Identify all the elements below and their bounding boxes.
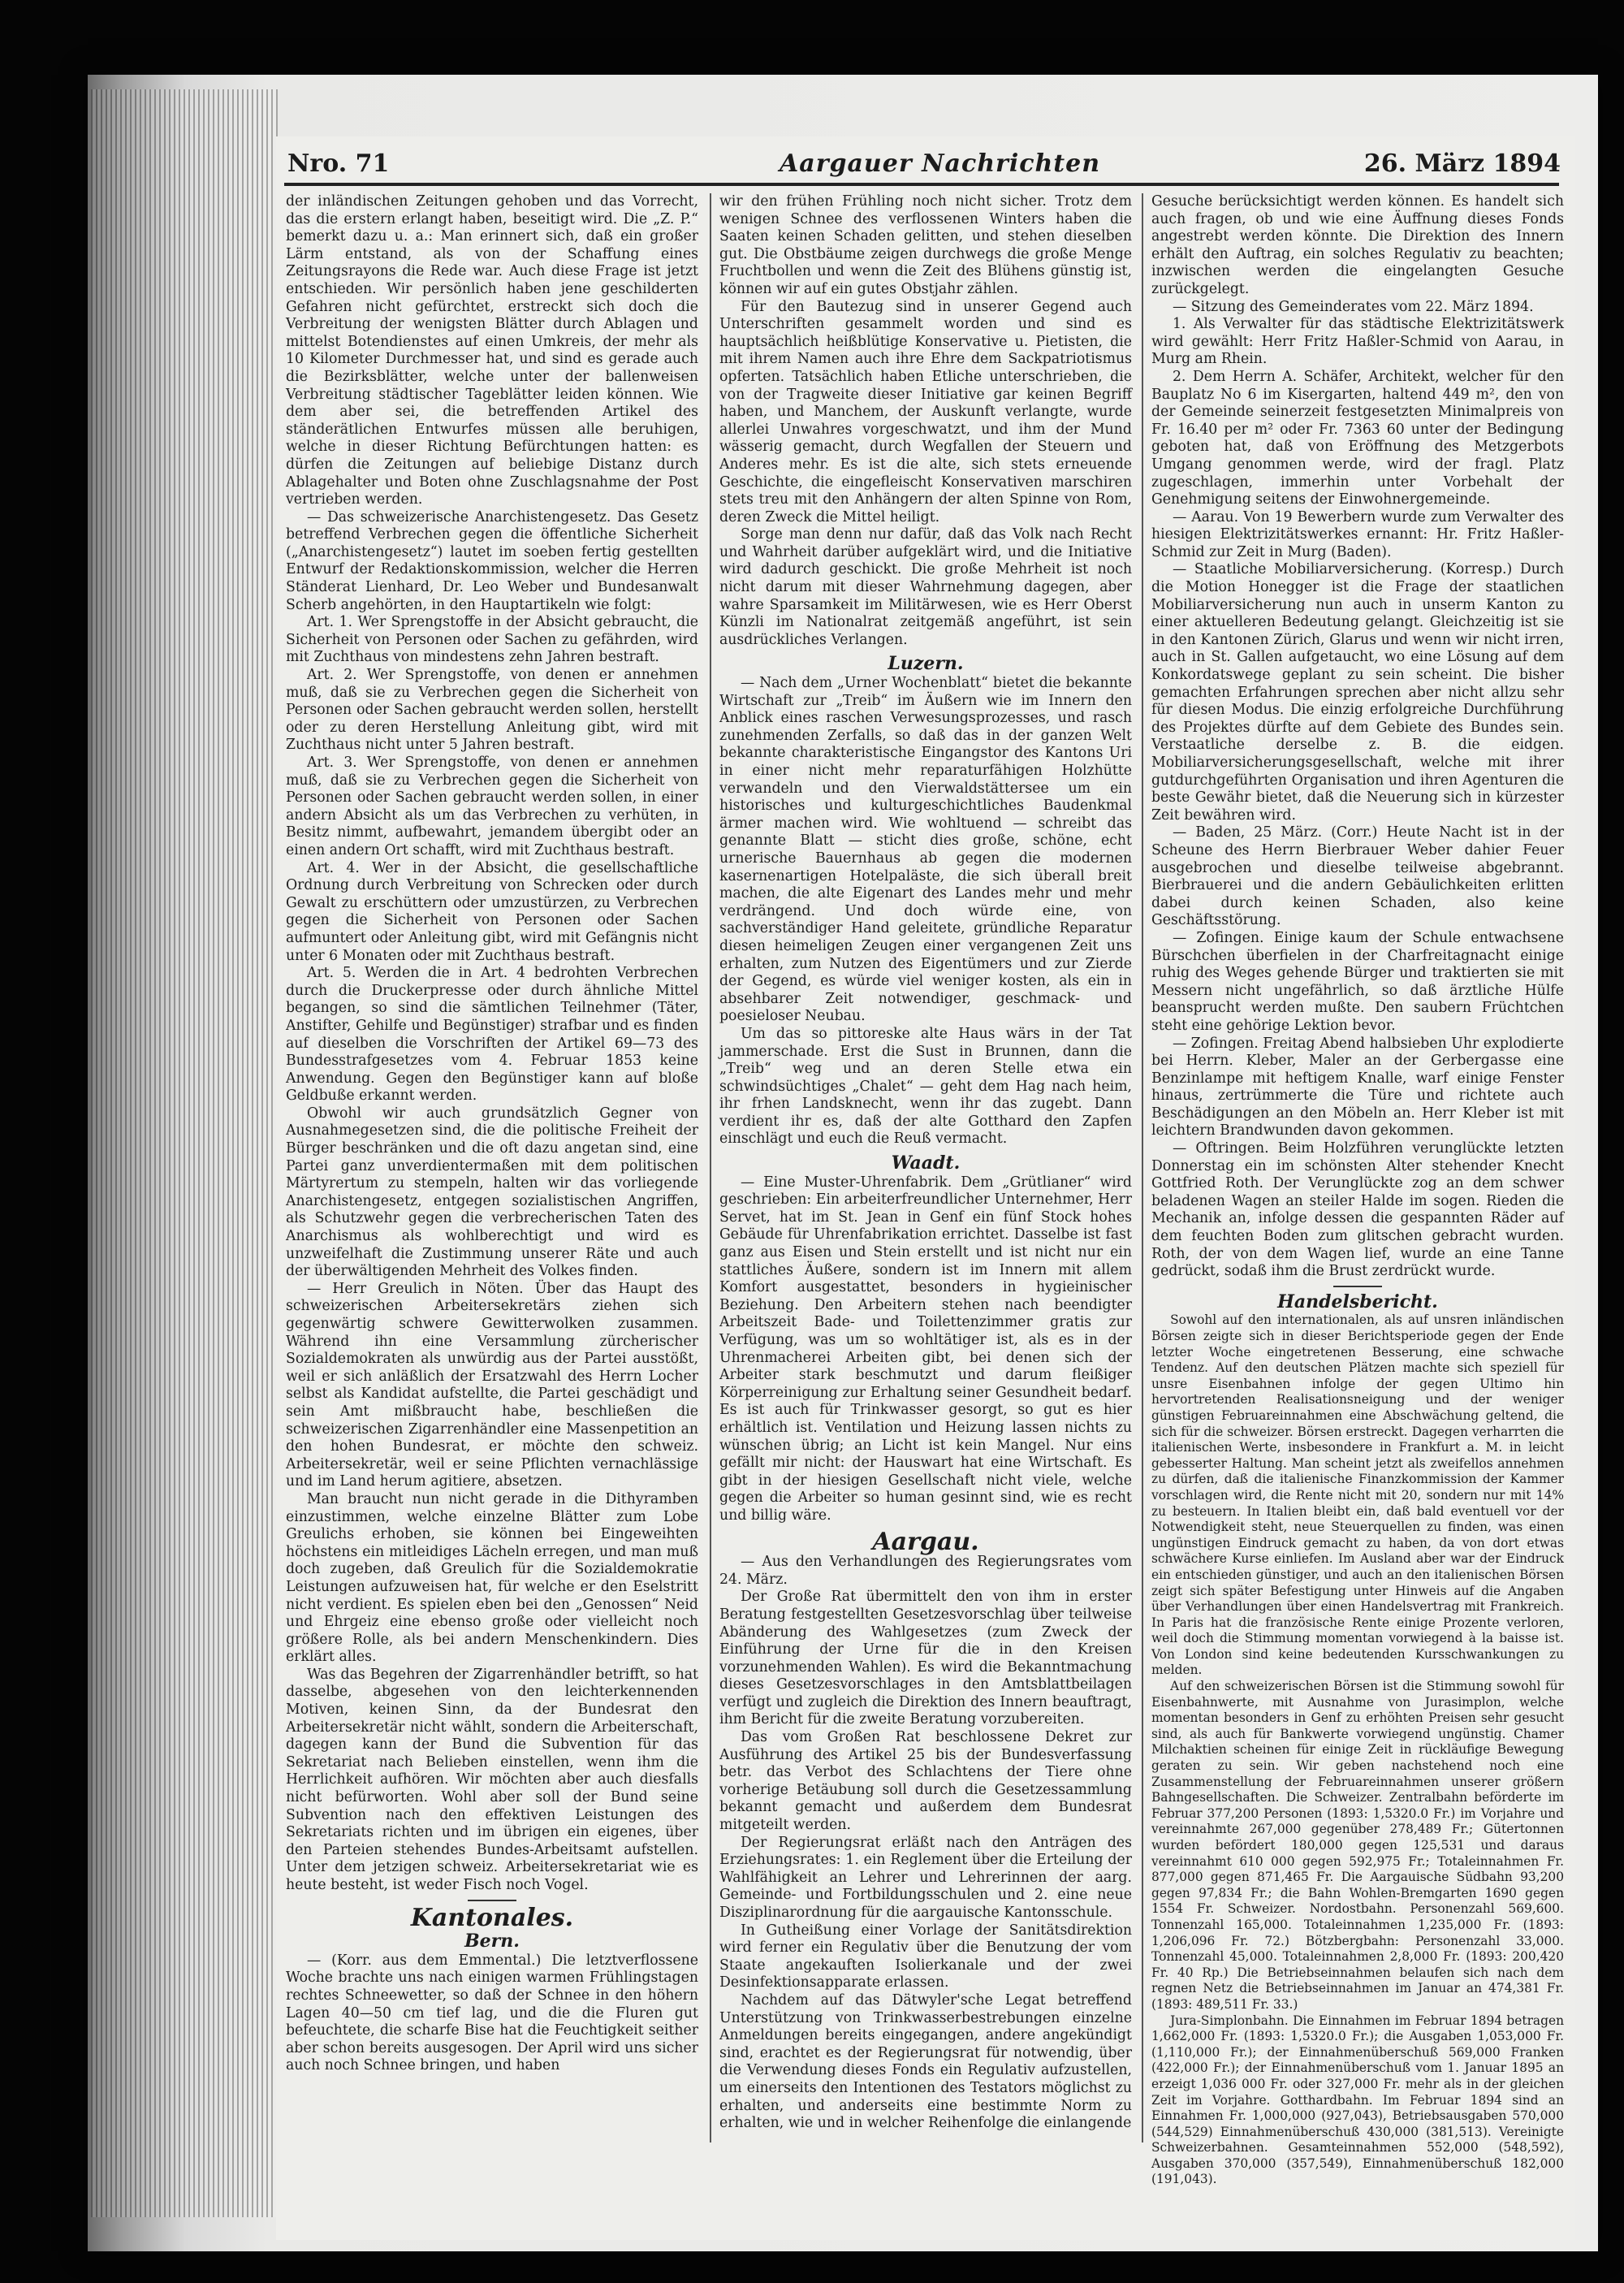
issue-number: Nro. 71 <box>287 149 390 178</box>
article-paragraph: Das vom Großen Rat beschlossene Dekret zur Ausführung des Artikel 25 bis der Bundesverfassung betr. das Verbot des Schlachtens der Tiere ohne vorherige Betäubung soll durch die Gesetzessammlung bekannt gemacht und außerdem dem Bundesrat mitgeteilt werden. <box>719 1729 1132 1834</box>
article-paragraph: — (Korr. aus dem Emmental.) Die letztverflossene Woche brachte uns nach einigen warmen Frühlingstagen rechtes Schneewetter, so daß der Schnee in den höhern Lagen 40—50 cm tief lag, und die die Fluren gut befeuchtete, die scharfe Bise hat die Feuchtigkeit seither aber schon bereits ausgesogen. Der April wird uns sicher auch noch Schnee bringen, und haben <box>286 1952 698 2074</box>
article-paragraph: — Sitzung des Gemeinderates vom 22. März 1894. <box>1172 298 1534 315</box>
article-paragraph: Art. 2. Wer Sprengstoffe, von denen er annehmen muß, daß sie zu Verbrechen gegen die Sicherheit von Personen oder Sachen gebraucht werden sollen, herstellt oder zu deren Herstellung Anleitung gibt, wird mit Zuchthaus nicht unter 5 Jahren bestraft. <box>286 667 698 754</box>
article-paragraph: Sowohl auf den internationalen, als auf unsren inländischen Börsen zeigte sich in dieser Berichtsperiode gegen der Ende letzter Woche eingetretenen Besserung, eine schwache Tendenz. Auf den deutschen Plätzen machte sich speziell für unsre Eisenbahnen infolge der gegen Ultimo hin hervortretenden Realisationsneigung und der weniger günstigen Februareinnahmen eine Abschwächung geltend, die sich für die schweizer. Börsen erstreckt. Dagegen verharrten die italienischen Werte, insbesondere in Frankfurt a. M. in leicht gebesserter Haltung. Man scheint jetzt als zweifellos annehmen zu dürfen, daß die italienische Finanzkommission der Kammer vorschlagen wird, die Rente nicht mit 20, sondern nur mit 14% zu besteuern. In Italien bleibt ein, daß bald eventuell vor der Notwendigkeit steht, neue Steuerquellen zu finden, was einen ungünstigen Eindruck gemacht zu haben, da von dort etwas schwächere Kurse einliefen. Im Ausland aber war der Eindruck ein entschieden günstiger, und auch an den italienischen Börsen zeigt sich später Befestigung unter Hinweis auf die Angaben über Verhandlungen über einen Handelsvertrag mit Frankreich. In Paris hat die französische Rente einige Prozente verloren, weil doch die Stimmung momentan vorwiegend à la baisse ist. Von London sind keine bedeutenden Kursschwankungen zu melden. <box>1151 1312 1564 1678</box>
article-paragraph: — Zofingen. Freitag Abend halbsieben Uhr explodierte bei Herrn. Kleber, Maler an der Gerbergasse eine Benzinlampe mit heftigem Knalle, warf einige Fenster hinaus, zertrümmerte die Türe und richtete auch Beschädigungen an den Möbeln an. Herr Kleber ist mit leichtern Brandwunden davon gekommen. <box>1151 1035 1564 1139</box>
article-paragraph: Für den Bautezug sind in unserer Gegend auch Unterschriften gesammelt worden und sind es hauptsächlich heißblütige Konservative u. Pietisten, die mit ihrem Namen auch ihre Ehre dem Sackpatriotismus opferten. Tatsächlich haben Etliche unterschrieben, die von der Tragweite dieser Initiative gar keinen Begriff haben, und Manchem, der Auskunft verlangte, wurde allerlei Unwahres vorgeschwatzt, und ihm der Mund wässerig gemacht, durch Wegfallen der Steuern und Anderes mehr. Es ist die alte, sich stets erneuende Geschichte, die eingefleischt Konservativen marschiren stets treu mit den Anhängern der alten Spinne von Rom, deren Zweck die Mittel heiligt. <box>719 298 1132 525</box>
column-1 <box>286 193 698 2167</box>
article-paragraph: — Zofingen. Einige kaum der Schule entwachsene Bürschchen überfielen in der Charfreitagnacht einige ruhig des Weges gehende Bürger und traktierten sie mit Messern nicht ungefährlich, so daß ärztliche Hülfe beansprucht werden mußte. Den saubern Früchtchen steht eine gehörige Lektion bevor. <box>1151 929 1564 1034</box>
article-paragraph: — Staatliche Mobiliarversicherung. (Korresp.) Durch die Motion Honegger ist die Frage der staatlichen Mobiliarversicherung nun auch in unserm Kanton zu einer aktuelleren Bedeutung gelangt. Gleichzeitig ist sie in den Kantonen Zürich, Glarus und wenn wir nicht irren, auch in St. Gallen aufgetaucht, wo eine Lösung auf dem Konkordatswege geplant zu sein scheint. Die bisher gemachten Erfahrungen sprechen aber nicht allzu sehr für diesen Modus. Die einzig erfolgreiche Durchführung des Projektes dürfte auf dem Gebiete des Bundes sein. Verstaatliche derselbe z. B. die eidgen. Mobiliarversicherungsgesellschaft, welche mit ihrer gutdurchgeführten Organisation und ihren Agenturen die beste Gewähr bietet, daß die Neuerung sich in kürzester Zeit bewähren wird. <box>1151 561 1564 824</box>
article-paragraph: — Eine Muster-Uhrenfabrik. Dem „Grütlianer“ wird geschrieben: Ein arbeiterfreundlicher Unternehmer, Herr Servet, hat im St. Jean in Genf ein fünf Stock hohes Gebäude für Uhrenfabrikation errichtet. Dasselbe ist fast ganz aus Eisen und Stein erstellt und ist nicht nur ein stattliches Äußere, sondern ist im Innern mit allem Komfort ausgestattet, besonders in hygieinischer Beziehung. Den Arbeitern stehen nach beendigter Arbeitszeit Bade- und Toilettenzimmer gratis zur Verfügung, was um so wohltätiger ist, als es in der Uhrenmacherei Arbeiten gibt, bei denen sich der Arbeiter stark beschmutzt und darum fleißiger Körperreinigung zur Erhaltung seiner Gesundheit bedarf. Es ist auch für Trinkwasser gesorgt, so gut es hier erhältlich ist. Ventilation und Heizung lassen nichts zu wünschen übrig; an Licht ist kein Mangel. Nur eins gefällt mir nicht: der Hauswart hat eine Wirtschaft. Es gibt in der hiesigen Gesellschaft nicht viele, welche gegen die Arbeiter so human gesinnt sind, wie es recht und billig wäre. <box>719 1174 1132 1524</box>
article-paragraph: Was das Begehren der Zigarrenhändler betrifft, so hat dasselbe, abgesehen von den leichterkennenden Motiven, keinen Sinn, da der Bundesrat den Arbeitersekretär nicht wählt, sondern die Arbeiterschaft, dagegen kann der Bund die Subvention für das Sekretariat nach Belieben einstellen, wenn ihm die Herrlichkeit aufhören. Wir möchten aber auch diesfalls nicht befürworten. Wohl aber soll der Bund seine Subvention nach den effektiven Leistungen des Sekretariats richten und im übrigen ein eigenes, über den Parteien stehendes Bundes-Arbeitsamt aufstellen. Unter dem jetzigen schweiz. Arbeitersekretariat wie es heute besteht, ist weder Fisch noch Vogel. <box>286 1666 698 1893</box>
article-paragraph: Obwohl wir auch grundsätzlich Gegner von Ausnahmegesetzen sind, die die politische Freiheit der Bürger beschränken und die oft dazu angetan sind, eine Partei ganz unverdientermaßen mit dem politischen Märtyrertum zu stempeln, halten wir das vorliegende Anarchistengesetz, entgegen sozialistischen Angriffen, als Schutzwehr gegen die verbrecherischen Taten des Anarchismus als wohlberechtigt und wird es unzweifelhaft die Zustimmung unserer Räte und auch der überwältigenden Mehrheit des Volkes finden. <box>286 1105 698 1280</box>
article-paragraph: — Baden, 25 März. (Corr.) Heute Nacht ist in der Scheune des Herrn Bierbrauer Weber dahier Feuer ausgebrochen und dieselbe teilweise abgebrannt. Bierbrauerei und die andern Gebäulichkeiten erlitten dabei durch keinen Schaden, also keine Geschäftsstörung. <box>1151 824 1564 929</box>
article-paragraph: Art. 3. Wer Sprengstoffe, von denen er annehmen muß, daß sie zu Verbrechen gegen die Sicherheit von Personen oder Sachen gebraucht werden sollen, in einer andern Absicht als um das Verbrechen zu verhüten, in Besitz nimmt, aufbewahrt, jemandem übergibt oder an einen andern Ort schafft, wird mit Zuchthaus bestraft. <box>286 755 698 858</box>
article-paragraph: der inländischen Zeitungen gehoben und das Vorrecht, das die erstern erlangt haben, beseitigt wird. Die „Z. P.“ bemerkt dazu u. a.: Man erinnert sich, daß ein großer Lärm entstand, als von der Schaffung eines Zeitungsrayons die Rede war. Auch diese Frage ist jetzt entschieden. Wir persönlich haben jene geschilderten Gefahren nicht gefürchtet, erstreckt sich doch die Verbreitung der wenigsten Blätter durch Ablagen und mittelst Botendienstes auf einen Umkreis, der mehr als 10 Kilometer Durchmesser hat, und sind es gerade auch die Bezirksblätter, welche unter der ballenweisen Verbreitung städtischer Tageblätter leiden können. Wie dem aber sei, die betreffenden Artikel des ständerätlichen Entwurfes müssen alle beruhigen, welche in dieser Richtung Befürchtungen hatten: es dürfen die Zeitungen auf beliebige Distanz durch Ablagehalter und Boten ohne Zuschlagsnahme der Post vertrieben werden. <box>286 193 698 508</box>
article-paragraph: — Aarau. Von 19 Bewerbern wurde zum Verwalter des hiesigen Elektrizitätswerkes ernannt: Hr. Fritz Haßler-Schmid zur Zeit in Murg (Baden). <box>1151 508 1564 560</box>
article-paragraph: wir den frühen Frühling noch nicht sicher. Trotz dem wenigen Schnee des verflossenen Winters haben die Saaten keinen Schaden gelitten, und stehen dieselben gut. Die Obstbäume zeigen durchwegs die große Menge Fruchtbollen und wenn die Zeit des Blühens günstig ist, können wir auf ein gutes Obstjahr zählen. <box>719 193 1132 297</box>
article-paragraph: — Oftringen. Beim Holzführen verunglückte letzten Donnerstag ein im schönsten Alter stehender Knecht Gottfried Roth. Der Verunglückte zog an dem schwer beladenen Wagen an steiler Halde im sogen. Rieden die Mechanik an, infolge dessen die gespannten Räder auf dem feuchten Boden zum glitschen gebracht wurden. Roth, der von dem Wagen lief, wurde an eine Tanne gedrückt, sodaß ihm die Brust zerdrückt wurde. <box>1151 1140 1564 1280</box>
article-paragraph: In Gutheißung einer Vorlage der Sanitätsdirektion wird ferner ein Regulativ über die Benutzung der vom Staate angekauften Isolierkanale und der zwei Desinfektionsapparate erlassen. <box>719 1922 1132 1991</box>
article-paragraph: Gesuche berücksichtigt werden können. Es handelt sich auch fragen, ob und wie eine Äuffnung dieses Fonds angestrebt werden könnte. Die Direktion des Innern erhält den Auftrag, ein solches Regulativ zu beachten; inzwischen werden die eingelangten Gesuche zurückgelegt. <box>1151 193 1564 297</box>
section-heading-waadt: Waadt. <box>891 1152 961 1174</box>
article-paragraph: Art. 4. Wer in der Absicht, die gesellschaftliche Ordnung durch Verbreitung von Schrecken oder durch Gewalt zu erschüttern oder umzustürzen, zu Verbrechen gegen die Sicherheit von Personen oder Sachen aufmuntert oder Anleitung gibt, wird mit Gefängnis nicht unter 6 Monaten oder mit Zuchthaus bestraft. <box>286 859 698 964</box>
page-header <box>276 145 1567 193</box>
column-3 <box>1151 193 1564 2187</box>
article-paragraph: Art. 1. Wer Sprengstoffe in der Absicht gebraucht, die Sicherheit von Personen oder Sachen zu gefährden, wird mit Zuchthaus von mindestens zehn Jahren bestraft. <box>286 614 698 666</box>
header-rule <box>284 183 1559 186</box>
article-paragraph: Sorge man denn nur dafür, daß das Volk nach Recht und Wahrheit darüber aufgeklärt wird, und die Initiative wird dadurch geschickt. Die große Mehrheit ist noch nicht darum mit dieser Wahrnehmung dagegen, aber wahre Sparsamkeit im Militärwesen, wie es Herr Oberst Künzli im Nationalrat zeitgemäß angeführt, ist sein ausdrückliches Verlangen. <box>719 526 1132 648</box>
article-paragraph: — Herr Greulich in Nöten. Über das Haupt des schweizerischen Arbeitersekretärs ziehen sich gegenwärtig schwere Gewitterwolken zusammen. Während ihn eine Versammlung zürcherischer Sozialdemokraten als unwürdig aus der Partei ausstößt, weil er sich anläßlich der Ersatzwahl des Herrn Locher selbst als Kandidat aufstellte, die Partei geschädigt und sein Amt mißbraucht habe, beschließen die schweizerischen Zigarrenhändler eine Massenpetition an den hohen Bundesrat, er möchte den schweiz. Arbeitersekretär, weil er seine Pflichten vernachlässige und im Land herum agitiere, absetzen. <box>286 1280 698 1490</box>
article-paragraph: 2. Dem Herrn A. Schäfer, Architekt, welcher für den Bauplatz No 6 im Kisergarten, haltend 449 m², den von der Gemeinde seinerzeit festgesetzten Minimalpreis von Fr. 16.40 per m² oder Fr. 7363 60 unter der Bedingung geboten hat, daß von Eröffnung des Metzgerbots Umgang genommen werde, wird der fragl. Platz zugeschlagen, immerhin unter Vorbehalt der Genehmigung seitens der Einwohnergemeinde. <box>1151 368 1564 508</box>
article-paragraph: — Nach dem „Urner Wochenblatt“ bietet die bekannte Wirtschaft zur „Treib“ im Äußern wie im Innern den Anblick eines raschen Verwesungsprozesses, und rasch zunehmenden Zerfalls, so daß das in der ganzen Welt bekannte charakteristische Eingangstor des Kantons Uri in einer nicht mehr reparaturfähigen Holzhütte verwandeln und den Vierwaldstättersee um ein historisches und kulturgeschichtliches Baudenkmal ärmer machen wird. Wie wohltuend — schreibt das genannte Blatt — sticht dies große, schöne, echt urnerische Bauernhaus ab gegen die modernen kasernenartigen Hotelpaläste, die sich überall breit machen, die alte Eigenart des Landes mehr und mehr verdrängend. Und doch würde eine, von sachverständiger Hand geleitete, gründliche Reparatur diesen heimeligen Zeugen einer vergangenen Zeit uns erhalten, zum Nutzen des Eigentümers und zur Zierde der Gegend, es würde viel weniger kosten, als ein in absehbarer Zeit notwendiger, geschmack- und poesieloser Neubau. <box>719 675 1132 1025</box>
page-edges <box>91 89 278 2217</box>
column-2 <box>719 193 1132 2167</box>
column-divider <box>710 193 711 2142</box>
article-paragraph: Nachdem auf das Dätwyler'sche Legat betreffend Unterstützung von Trinkwasserbestrebungen einzelne Anmeldungen bereits eingegangen, andere angekündigt sind, erachtet es der Regierungsrat für notwendig, über die Verwendung dieses Fonds ein Regulativ aufzustellen, um einerseits den Intentionen des Testators möglichst zu erhalten, und anderseits eine bestimmte Norm zu erhalten, wie und in welcher Reihenfolge die einlangende <box>719 1991 1132 2132</box>
article-paragraph: Der Große Rat übermittelt den von ihm in erster Beratung festgestellten Gesetzesvorschlag über teilweise Abänderung des Wahlgesetzes (zum Zweck der Einführung der Urne für die in den Kreisen vorzunehmenden Wahlen). Es wird die Bekanntmachung dieses Gesetzesvorschlages in den Amtsblattbeilagen verfügt und zugleich die Direktion des Innern beauftragt, ihm Bericht für die zweite Beratung vorzubereiten. <box>719 1589 1132 1728</box>
article-paragraph: Man braucht nun nicht gerade in die Dithyramben einzustimmen, welche einzelne Blätter zum Lobe Greulichs erhoben, sie können bei Eingeweihten höchstens ein mitleidiges Lächeln erregen, und man muß doch zugeben, daß Greulich für die Sozialdemokratie Leistungen aufzuweisen hat, für welche er den Eselstritt nicht verdient. Es spielen eben bei den „Genossen“ Neid und Ehrgeiz eine ebenso große oder vielleicht noch größere Rolle, als bei andern Menschenkindern. Dies erklärt alles. <box>286 1490 698 1666</box>
section-rule <box>468 1900 516 1901</box>
article-paragraph: 1. Als Verwalter für das städtische Elektrizitätswerk wird gewählt: Herr Fritz Haßler-Schmid von Aarau, in Murg am Rhein. <box>1151 316 1564 368</box>
section-heading-kantonales: Kantonales. <box>410 1903 574 1932</box>
article-paragraph: — Aus den Verhandlungen des Regierungsrates vom 24. März. <box>719 1554 1132 1588</box>
article-paragraph: Der Regierungsrat erläßt nach den Anträgen des Erziehungsrates: 1. ein Reglement über die Erteilung der Wahlfähigkeit an Lehrer und Lehrerinnen der aarg. Gemeinde- und Fortbildungsschulen und 2. eine neue Disziplinarordnung für die aargauische Kantonsschule. <box>719 1834 1132 1921</box>
section-heading-bern: Bern. <box>464 1931 520 1952</box>
masthead: Aargauer Nachrichten <box>780 149 1101 178</box>
section-heading-luzern: Luzern. <box>888 653 964 675</box>
section-heading-handelsbericht: Handelsbericht. <box>1277 1291 1438 1312</box>
article-paragraph: Um das so pittoreske alte Haus wärs in der Tat jammerschade. Erst die Sust in Brunnen, dann die „Treib“ weg und an deren Stelle etwa ein schwindsüchtiges „Chalet“ — geht dem Hag nach heim, ihr frhen Landsknecht, wenn ihr das zugebt. Dann verdient ihr es, daß der alte Gotthard den Zapfen einschlägt und euch die Reuß vermacht. <box>719 1025 1132 1148</box>
column-divider <box>1142 193 1143 2142</box>
article-paragraph: — Das schweizerische Anarchistengesetz. Das Gesetz betreffend Verbrechen gegen die öffentliche Sicherheit („Anarchistengesetz“) lautet im soeben fertig gestellten Entwurf der Redaktionskommission, welcher die Herren Ständerat Lienhard, Dr. Leo Weber und Bundesanwalt Scherb angehörten, in den Hauptartikeln wie folgt: <box>286 508 698 613</box>
issue-date: 26. März 1894 <box>1363 149 1561 178</box>
article-paragraph: Jura-Simplonbahn. Die Einnahmen im Februar 1894 betragen 1,662,000 Fr. (1893: 1,5320.0 Fr.); die Ausgaben 1,053,000 Fr. (1,110,000 Fr.); der Einnahmenüberschuß 569,000 Franken (422,000 Fr.); der Einnahmenüberschuß vom 1. Januar 1895 an erzeigt 1,036 000 Fr. oder 327,000 Fr. mehr als in der gleichen Zeit im Vorjahre. Gotthardbahn. Im Februar 1894 sind an Einnahmen Fr. 1,000,000 (927,043), Betriebsausgaben 570,000 (544,529) Einnahmenüberschuß 430,000 (381,513). Vereinigte Schweizerbahnen. Gesamteinnahmen 552,000 (548,592), Ausgaben 370,000 (357,549), Einnahmenüberschuß 182,000 (191,043). <box>1151 2013 1564 2187</box>
section-heading-aargau: Aargau. <box>872 1527 979 1556</box>
article-paragraph: Auf den schweizerischen Börsen ist die Stimmung sowohl für Eisenbahnwerte, mit Ausnahme von Jurasimplon, welche momentan besonders in Genf zu erhöhten Preisen sehr gesucht sind, als auch für Bankwerte vorwiegend ungünstig. Chamer Milchaktien scheinen für einige Zeit in rückläufige Bewegung geraten zu sein. Wir geben nachstehend noch eine Zusammenstellung der Februareinnahmen unserer größern Bahngesellschaften. Die Schweizer. Zentralbahn beförderte im Februar 377,200 Personen (1893: 1,5320.0 Fr.) im Vorjahre und vereinnahmte 267,000 gegenüber 278,489 Fr.; Gütertonnen wurden befördert 180,000 gegen 125,531 und daraus vereinnahmt 610 000 gegen 592,975 Fr.; Totaleinnahmen Fr. 877,000 gegen 871,465 Fr. Die Aargauische Südbahn 93,200 gegen 97,834 Fr.; die Bahn Wohlen-Bremgarten 1690 gegen 1554 Fr. Schweizer. Nordostbahn. Personenzahl 569,600. Tonnenzahl 165,000. Totaleinnahmen 1,235,000 Fr. (1893: 1,206,096 Fr. 72.) Bötzbergbahn: Personenzahl 33,000. Tonnenzahl 45,000. Totaleinnahmen 2,8,000 Fr. (1893: 200,420 Fr. 40 Rp.) Die Betriebseinnahmen belaufen sich nach dem regnen Netz die Betriebseinnahmen im Januar an 474,381 Fr. (1893: 489,511 Fr. 33.) <box>1151 1679 1564 2012</box>
section-rule <box>1333 1286 1382 1287</box>
article-paragraph: Art. 5. Werden die in Art. 4 bedrohten Verbrechen durch die Druckerpresse oder durch ähnliche Mittel begangen, so sind die sämtlichen Teilnehmer (Täter, Anstifter, Gehilfe und Begünstiger) strafbar und es finden auf dieselben die Vorschriften der Artikel 69—73 des Bundesstrafgesetzes vom 4. Februar 1853 keine Anwendung. Gegen den Begünstiger kann auf bloße Geldbuße erkannt werden. <box>286 965 698 1105</box>
